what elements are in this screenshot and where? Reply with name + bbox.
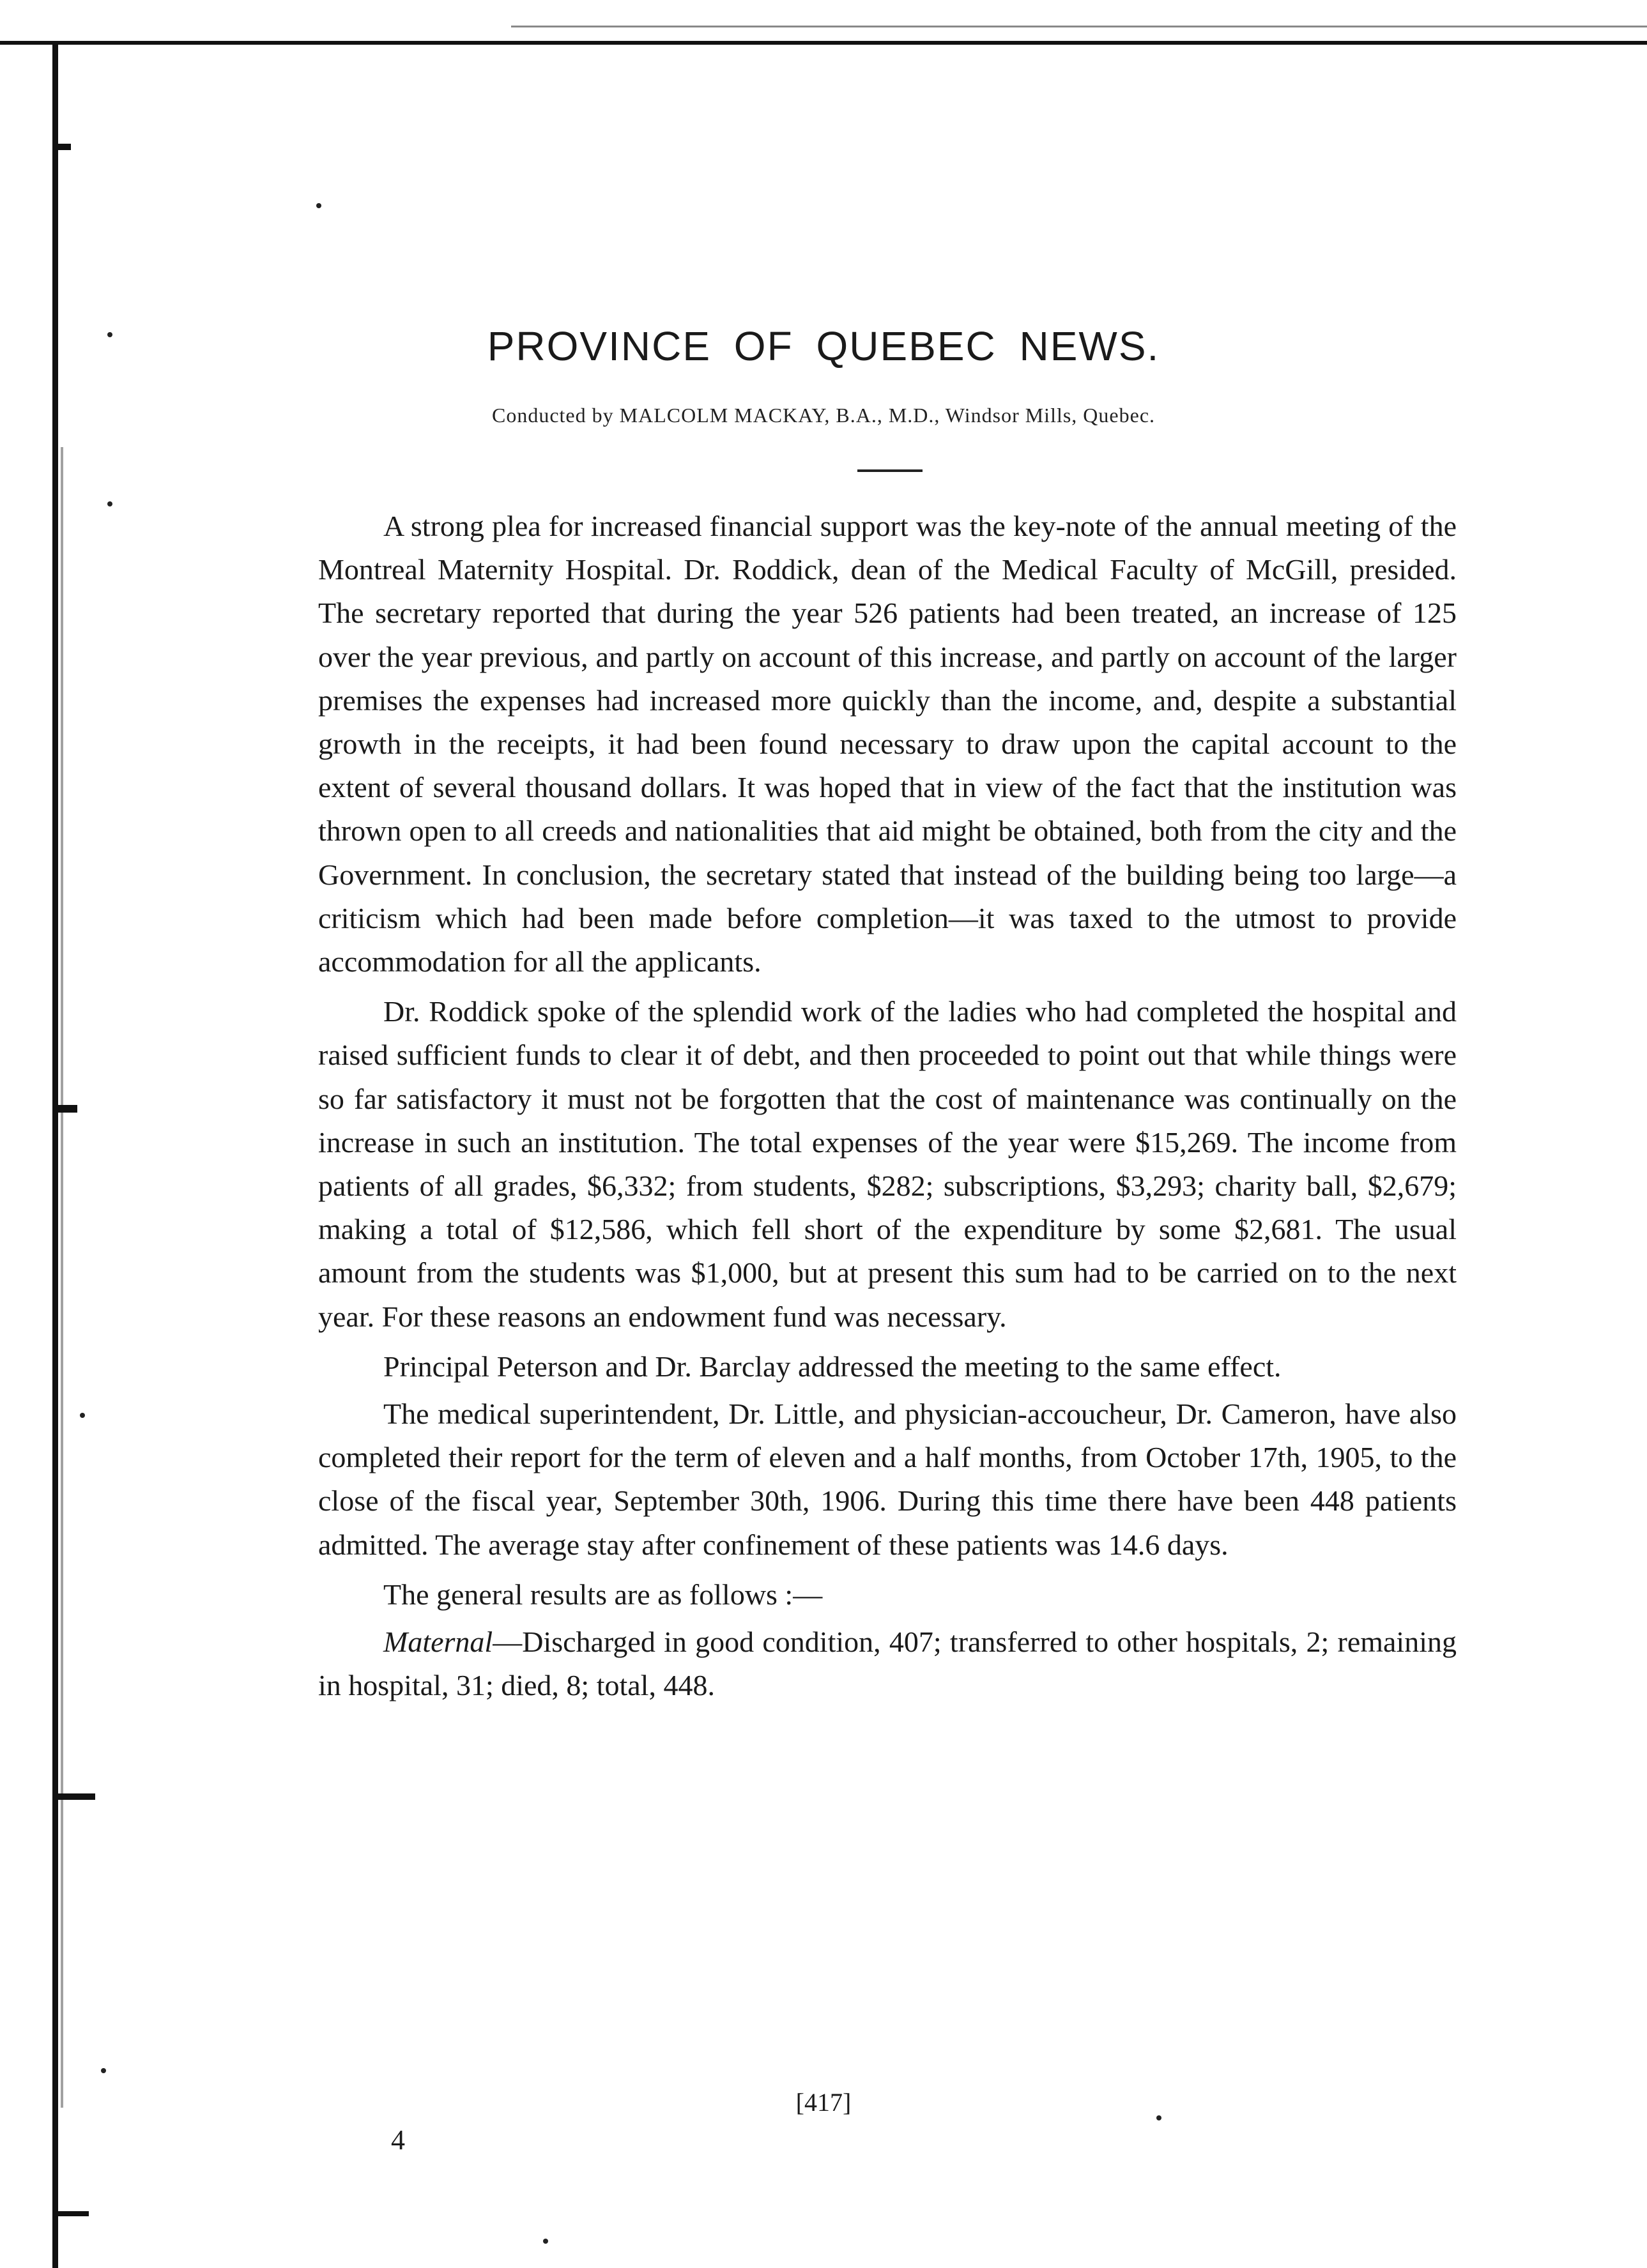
paragraph-roddick-remarks: Dr. Roddick spoke of the splendid work of the ladies who had completed the hospital and raised sufficient funds to clear it of debt, and then proceeded to point out that while things were so far satisfactory it must not be forgotten that the cost of maintenance was continually on the increase in such an institution. The total expenses of the year were $15,269. The income from patients of all grades, $6,332; from students, $282; subscriptions, $3,293; charity ball, $2,679; making a total of $12,586, which fell short of the expenditure by some $2,681. The usual amount from the students was $1,000, but at present this sum had to be carried on to the next year. For these reasons an endowment fund was necessary. xyxy=(318,995,1457,1333)
scan-speck xyxy=(80,1413,85,1418)
scan-top-line xyxy=(0,41,1647,45)
title-rule xyxy=(857,469,923,472)
paragraph-maternal-results xyxy=(318,1620,1457,1707)
scan-notch xyxy=(58,144,71,150)
maternal-label: Maternal xyxy=(383,1625,493,1659)
paragraph-peterson-barclay: Principal Peterson and Dr. Barclay addressed the meeting to the same effect. xyxy=(383,1350,1282,1383)
scan-speck xyxy=(101,2068,106,2073)
scan-left-edge-shadow xyxy=(61,447,63,2108)
scan-left-edge xyxy=(52,45,58,2268)
scan-notch xyxy=(58,1793,95,1800)
scan-speck xyxy=(543,2239,548,2244)
byline: Conducted by MALCOLM MACKAY, B.A., M.D., Windsor Mills, Quebec. xyxy=(491,404,1156,427)
scan-speck xyxy=(316,203,321,208)
scan-notch xyxy=(58,1105,77,1113)
paragraph-superintendent-report: The medical superintendent, Dr. Little, and physician-accoucheur, Dr. Cameron, have also completed their report for the term of eleven and a half months, from October 17th, 1905, to the close of the fiscal year, September 30th, 1906. During this time there have been 448 patients admitted. The average stay after confinement of these patients was 14.6 days. xyxy=(318,1397,1457,1561)
page-title: PROVINCE OF QUEBEC NEWS. xyxy=(487,323,1160,369)
article-body xyxy=(318,505,1457,1714)
page-number: [417] xyxy=(795,2088,852,2117)
signature-mark: 4 xyxy=(391,2124,405,2156)
scan-top-line-thin xyxy=(511,26,1647,27)
scan-speck xyxy=(107,501,112,506)
scan-notch xyxy=(58,2211,89,2216)
paragraph-general-results: The general results are as follows :— xyxy=(383,1578,823,1611)
maternal-text: —Discharged in good condition, 407; transferred to other hospitals, 2; remaining in hospital, 31; died, 8; total, 448. xyxy=(318,1625,1457,1702)
paragraph-annual-meeting: A strong plea for increased financial support was the key-note of the annual meeting of the Montreal Maternity Hospital. Dr. Roddick, dean of the Medical Faculty of McGill, presided. The secretary reported that during the year 526 patients had been treated, an increase of 125 over the year previous, and partly on account of this increase, and partly on account of the larger premises the expenses had increased more quickly than the income, and, despite a substantial growth in the receipts, it had been found necessary to draw upon the capital account to the extent of several thousand dollars. It was hoped that in view of the fact that the institution was thrown open to all creeds and nationalities that aid might be obtained, both from the city and the Government. In conclusion, the secretary stated that instead of the building being too large—a criticism which had been made before completion—it was taxed to the utmost to provide accommodation for all the applicants. xyxy=(318,510,1457,978)
